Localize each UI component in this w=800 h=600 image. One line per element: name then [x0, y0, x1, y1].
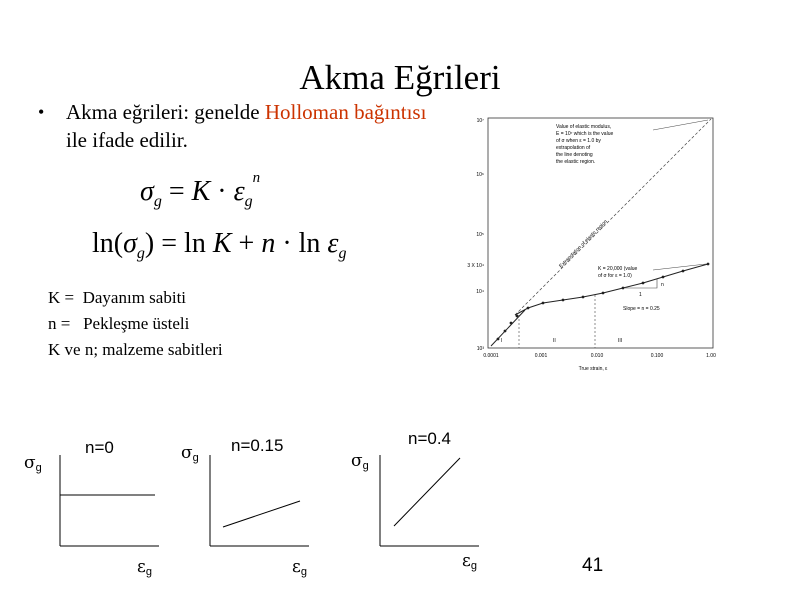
- y-tick-label: 10⁶: [476, 172, 484, 178]
- x-subscript: g: [470, 560, 477, 572]
- data-point: [504, 330, 507, 333]
- x-tick-label: 0.100: [650, 353, 664, 359]
- y-tick-label: 10³: [476, 346, 484, 352]
- k-symbol: K: [191, 176, 211, 207]
- data-point: [682, 270, 685, 273]
- elastic-extrapolation-line: [515, 119, 711, 315]
- exponent-n: n: [252, 170, 261, 186]
- annotation-line: E = 10⁷ which is the value: [556, 131, 614, 137]
- annotation-arrow: [653, 120, 708, 130]
- equals-sign: =: [161, 176, 192, 207]
- data-point: [662, 276, 665, 279]
- mini-plot-3-x-label: [462, 551, 477, 572]
- mini-plot-1: [55, 455, 160, 550]
- data-point: [516, 315, 519, 318]
- x-subscript: g: [145, 566, 152, 578]
- y-subscript: g: [192, 452, 199, 464]
- bullet-text-part-1: Akma eğrileri: genelde: [66, 100, 265, 124]
- x-tick-label: 0.001: [534, 353, 548, 359]
- ln-operator: ln: [298, 228, 321, 259]
- epsilon-symbol: ε: [320, 228, 339, 259]
- flow-curve-line: [394, 458, 460, 526]
- holloman-equation: [140, 170, 260, 211]
- definition-n: n = Pekleşme üsteli: [48, 314, 190, 333]
- y-subscript: g: [362, 460, 369, 472]
- bullet-text-part-2: ile ifade edilir.: [66, 128, 188, 152]
- elastic-region-line: [491, 310, 525, 346]
- data-point: [542, 302, 545, 305]
- annotation-line: the line denoting: [556, 152, 593, 158]
- mini-plot-1-y-label: [24, 453, 42, 474]
- k-annotation: [598, 266, 639, 279]
- y-tick-label: 10⁵: [476, 232, 484, 238]
- mini-plot-2: [205, 455, 310, 550]
- x-axis-label: True strain, ε: [578, 366, 608, 372]
- modulus-annotation: [556, 124, 615, 165]
- data-point: [622, 287, 625, 290]
- x-tick-label: 1.00: [706, 353, 716, 359]
- mini-plot-3-label: n=0.4: [408, 429, 452, 448]
- data-point: [497, 338, 500, 341]
- log-equation: [92, 228, 346, 263]
- annotation-line: the elastic region.: [556, 159, 596, 165]
- region-label: I: [501, 338, 503, 344]
- mini-plot-1-x-label: [137, 557, 152, 578]
- plus-sign: +: [231, 228, 262, 259]
- sigma-subscript: g: [136, 245, 145, 262]
- data-point: [707, 263, 710, 266]
- region-label: III: [618, 338, 623, 344]
- definitions-list: [48, 285, 223, 363]
- k-symbol: K: [205, 228, 232, 259]
- sigma-subscript: g: [153, 193, 162, 210]
- region-label: II: [553, 338, 556, 344]
- data-point: [562, 299, 565, 302]
- flow-curve-reference-graph: [453, 110, 728, 375]
- dot-operator: ·: [275, 228, 299, 259]
- y-tick-label: 3 X 10⁴: [467, 263, 484, 269]
- ln-operator: ln: [184, 228, 206, 259]
- mini-plot-2-x-label: [292, 557, 307, 578]
- x-tick-label: 0.010: [590, 353, 604, 359]
- epsilon-subscript: g: [338, 245, 347, 262]
- ln-close-equals: ) =: [144, 228, 185, 259]
- sigma-symbol: σ: [181, 443, 193, 463]
- data-point: [602, 292, 605, 295]
- bullet-dot-icon: •: [38, 102, 45, 122]
- epsilon-subscript: g: [244, 193, 253, 210]
- x-subscript: g: [300, 566, 307, 578]
- mini-plot-2-y-label: [181, 443, 199, 464]
- page-number: 41: [582, 555, 604, 576]
- epsilon-symbol: ε: [137, 557, 146, 577]
- annotation-line: of σ for ε = 1.0): [598, 273, 632, 279]
- annotation-line: extrapolation of: [556, 145, 591, 151]
- epsilon-symbol: ε: [292, 557, 301, 577]
- dot-operator: ·: [210, 176, 234, 207]
- mini-plot-3-y-label: [351, 451, 369, 472]
- data-point: [642, 282, 645, 285]
- extrapolation-annotation: Extrapolation of elastic region: [558, 218, 609, 270]
- data-point: [582, 296, 585, 299]
- y-tick-label: 10⁷: [476, 118, 484, 124]
- bullet-text: [66, 98, 446, 154]
- holloman-highlight: Holloman bağıntısı: [264, 100, 427, 124]
- y-subscript: g: [35, 462, 42, 474]
- data-point: [510, 322, 513, 325]
- y-tick-label: 10⁴: [476, 289, 484, 295]
- annotation-line: Value of elastic modulus,: [556, 124, 612, 130]
- slide-title: Akma Eğrileri: [299, 58, 501, 97]
- sigma-symbol: σ: [351, 451, 363, 471]
- data-point: [527, 307, 530, 310]
- mini-plot-2-label: n=0.15: [231, 436, 284, 455]
- x-tick-label: 0.0001: [483, 353, 499, 359]
- definition-constants: K ve n; malzeme sabitleri: [48, 340, 223, 359]
- mini-plot-3: [375, 455, 480, 550]
- slope-1-label: 1: [639, 292, 642, 298]
- sigma-symbol: σ: [24, 453, 36, 473]
- slope-n-label: n: [661, 282, 664, 288]
- n-symbol: n: [261, 228, 276, 259]
- ln-open: ln(: [92, 228, 124, 259]
- epsilon-symbol: ε: [233, 176, 245, 207]
- sigma-symbol: σ: [123, 228, 137, 259]
- epsilon-symbol: ε: [462, 551, 471, 571]
- annotation-line: of σ when ε = 1.0 by: [556, 138, 601, 144]
- flow-curve-line: [223, 501, 300, 527]
- definition-k: K = Dayanım sabiti: [48, 288, 187, 307]
- annotation-line: K = 20,000 (value: [598, 266, 638, 272]
- sigma-symbol: σ: [140, 176, 154, 207]
- slope-annotation: Slope = n = 0.25: [623, 306, 660, 312]
- mini-plot-1-label: n=0: [85, 438, 114, 457]
